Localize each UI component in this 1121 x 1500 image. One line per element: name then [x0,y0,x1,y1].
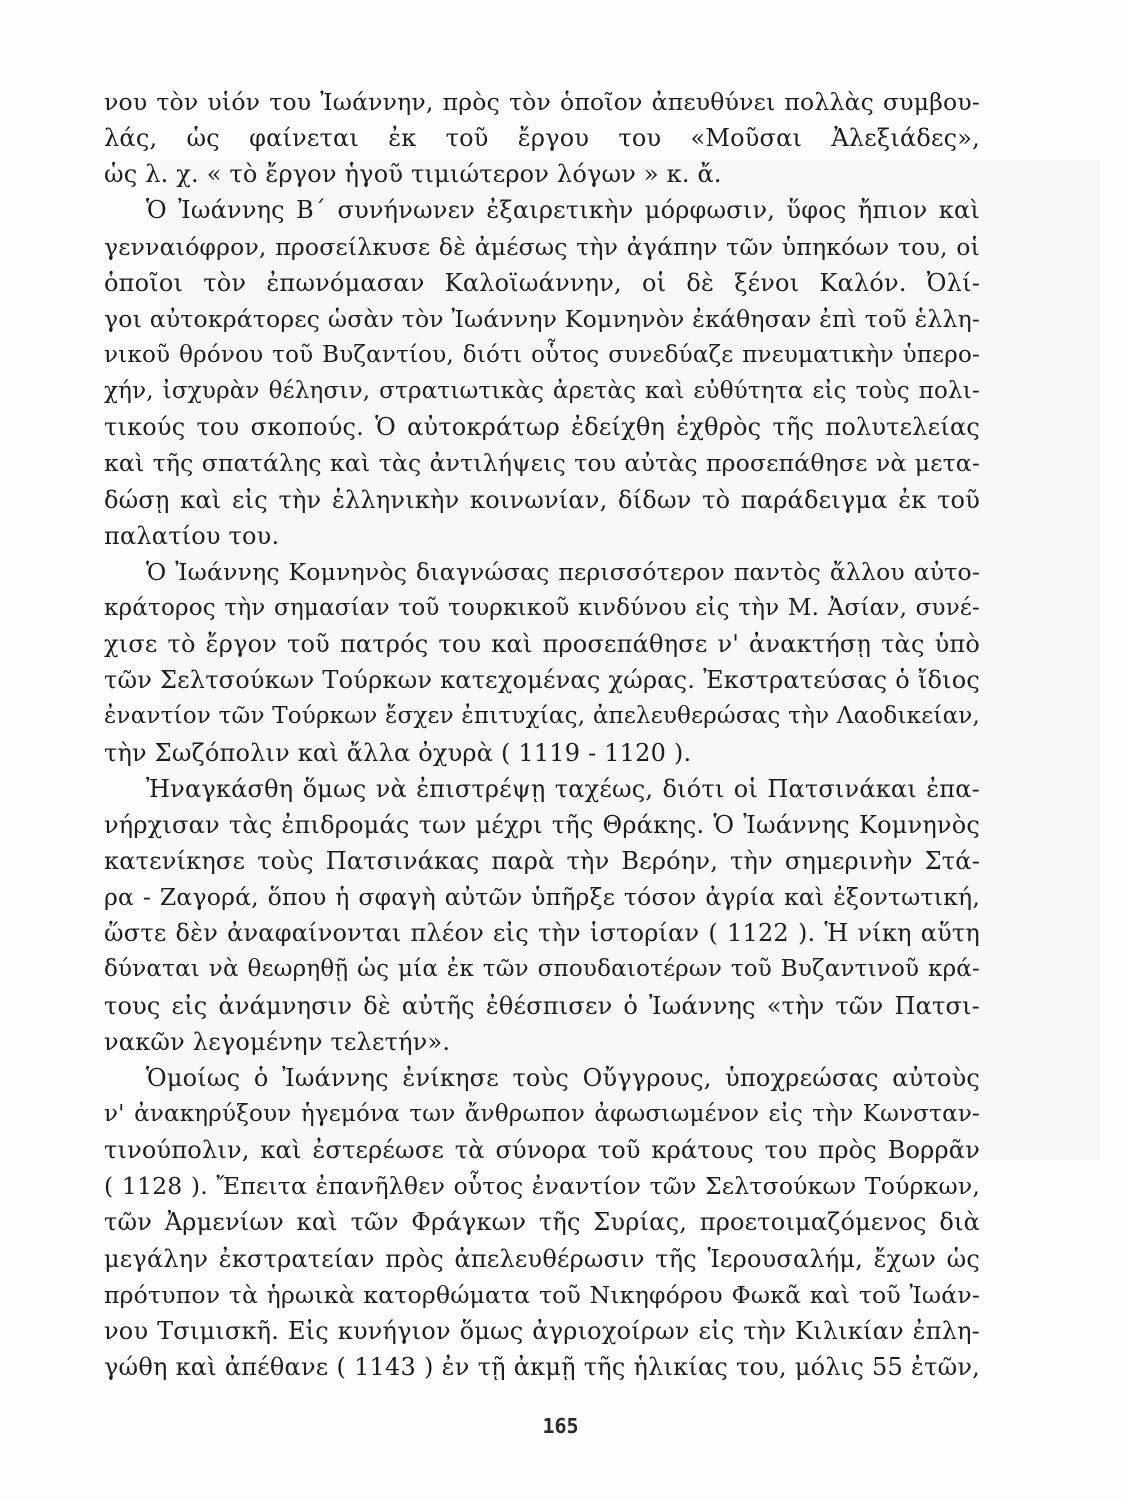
page-number: 165 [542,1414,579,1438]
paragraph-start-line: Ὁ Ἰωάννης Β΄ συνήνωνεν ἐξαιρετικὴν μόρφωσιν, ὕφος ἤπιον καὶ [146,196,980,225]
paragraph-start-line: Ὁμοίως ὁ Ἰωάννης ἐνίκησε τοὺς Οὔγγρους, ὑποχρεώσας αὐτοὺς [146,1063,980,1092]
text-line: ὡς λ. χ. « τὸ ἔργον ἡγοῦ τιμιώτερον λόγων » κ. ἄ. [104,160,722,189]
text-line: τινούπολιν, καὶ ἐστερέωσε τὰ σύνορα τοῦ κράτους του πρὸς Βορρᾶν [104,1136,980,1165]
text-line: τικούς του σκοπούς. Ὁ αὐτοκράτωρ ἐδείχθη ἐχθρὸς τῆς πολυτελείας [104,413,980,442]
text-line: νήρχισαν τὰς ἐπιδρομάς των μέχρι τῆς Θράκης. Ὁ Ἰωάννης Κομνηνὸς [104,810,980,839]
text-line: γενναιόφρον, προσείλκυσε δὲ ἀμέσως τὴν ἀγάπην τῶν ὑπηκόων του, οἱ [104,232,980,261]
text-line: καὶ τῆς σπατάλης καὶ τὰς ἀντιλήψεις του αὐτὰς προσεπάθησε νὰ μετα- [104,449,980,478]
text-line: κράτορος τὴν σημασίαν τοῦ τουρκικοῦ κινδύνου εἰς τὴν Μ. Ἀσίαν, συνέ- [104,594,980,621]
text-line: γώθη καὶ ἀπέθανε ( 1143 ) ἐν τῇ ἀκμῇ τῆς ἡλικίας του, μόλις 55 ἐτῶν, [104,1352,980,1381]
text-line: ὁποῖοι τὸν ἐπωνόμασαν Καλοϊωάννην, οἱ δὲ ξένοι Καλόν. Ὀλί- [104,268,980,297]
text-line: παλατίου του. [104,521,280,550]
text-line: λάς, ὡς φαίνεται ἐκ τοῦ ἔργου του «Μοῦσαι Ἀλεξιάδες», [104,124,980,153]
text-line: χήν, ἰσχυρὰν θέλησιν, στρατιωτικὰς ἀρετὰς καὶ εὐθύτητα εἰς τοὺς πολι- [104,378,980,405]
text-line: νου Τσιμισκῆ. Εἰς κυνήγιον ὅμως ἀγριοχοίρων εἰς τὴν Κιλικίαν ἐπλη- [104,1316,980,1345]
text-line: ρα - Ζαγορά, ὅπου ἡ σφαγὴ αὐτῶν ὑπῆρξε τόσον ἀγρία καὶ ἐξοντωτική, [104,883,980,912]
text-line: νικοῦ θρόνου τοῦ Βυζαντίου, διότι οὗτος συνεδύαζε πνευματικὴν ὑπερο- [104,341,980,368]
text-line: τῶν Σελτσούκων Τούρκων κατεχομένας χώρας. Ἐκστρατεύσας ὁ ἴδιος [104,666,980,695]
text-line: ὥστε δὲν ἀναφαίνονται πλέον εἰς τὴν ἱστορίαν ( 1122 ). Ἡ νίκη αὕτη [104,919,980,948]
text-line: νακῶν λεγομένην τελετήν». [104,1027,451,1056]
text-line: νου τὸν υἱόν του Ἰωάννην, πρὸς τὸν ὁποῖον ἀπευθύνει πολλὰς συμβου- [104,88,980,116]
text-line: πρότυπον τὰ ἡρωικὰ κατορθώματα τοῦ Νικηφόρου Φωκᾶ καὶ τοῦ Ἰωάν- [104,1280,980,1309]
text-line: γοι αὐτοκράτορες ὡσὰν τὸν Ἰωάννην Κομνηνὸν ἐκάθησαν ἐπὶ τοῦ ἑλλη- [104,304,980,333]
text-line: χισε τὸ ἔργον τοῦ πατρός του καὶ προσεπάθησε ν' ἀνακτήσῃ τὰς ὑπὸ [104,630,980,659]
paragraph-start-line: Ὁ Ἰωάννης Κομνηνὸς διαγνώσας περισσότερον παντὸς ἄλλου αὐτο- [146,557,980,586]
text-line: ν' ἀνακηρύξουν ἡγεμόνα των ἄνθρωπον ἀφωσιωμένον εἰς τὴν Κωνσταν- [104,1100,980,1127]
text-line: ἐναντίον τῶν Τούρκων ἔσχεν ἐπιτυχίας, ἀπελευθερώσας τὴν Λαοδικείαν, [104,703,980,730]
text-line: τους εἰς ἀνάμνησιν δὲ αὐτῆς ἐθέσπισεν ὁ Ἰωάννης «τὴν τῶν Πατσι- [104,991,980,1020]
text-line: ( 1128 ). Ἔπειτα ἐπανῆλθεν οὗτος ἐναντίον τῶν Σελτσούκων Τούρκων, [104,1172,980,1201]
text-line: κατενίκησε τοὺς Πατσινάκας παρὰ τὴν Βερόην, τὴν σημερινὴν Στά- [104,846,980,875]
text-line: δώσῃ καὶ εἰς τὴν ἑλληνικὴν κοινωνίαν, δίδων τὸ παράδειγμα ἐκ τοῦ [104,485,980,514]
text-line: δύναται νὰ θεωρηθῇ ὡς μία ἐκ τῶν σπουδαιοτέρων τοῦ Βυζαντινοῦ κρά- [104,956,980,983]
text-line: τὴν Σωζόπολιν καὶ ἄλλα ὀχυρὰ ( 1119 - 1120 ). [104,738,692,767]
text-line: τῶν Ἀρμενίων καὶ τῶν Φράγκων τῆς Συρίας, προετοιμαζόμενος διὰ [104,1208,980,1237]
paragraph-start-line: Ἠναγκάσθη ὅμως νὰ ἐπιστρέψῃ ταχέως, διότι οἱ Πατσινάκαι ἐπα- [146,774,980,803]
text-line: μεγάλην ἐκστρατείαν πρὸς ἀπελευθέρωσιν τῆς Ἱερουσαλήμ, ἔχων ὡς [104,1244,980,1273]
body-text [104,84,980,1385]
